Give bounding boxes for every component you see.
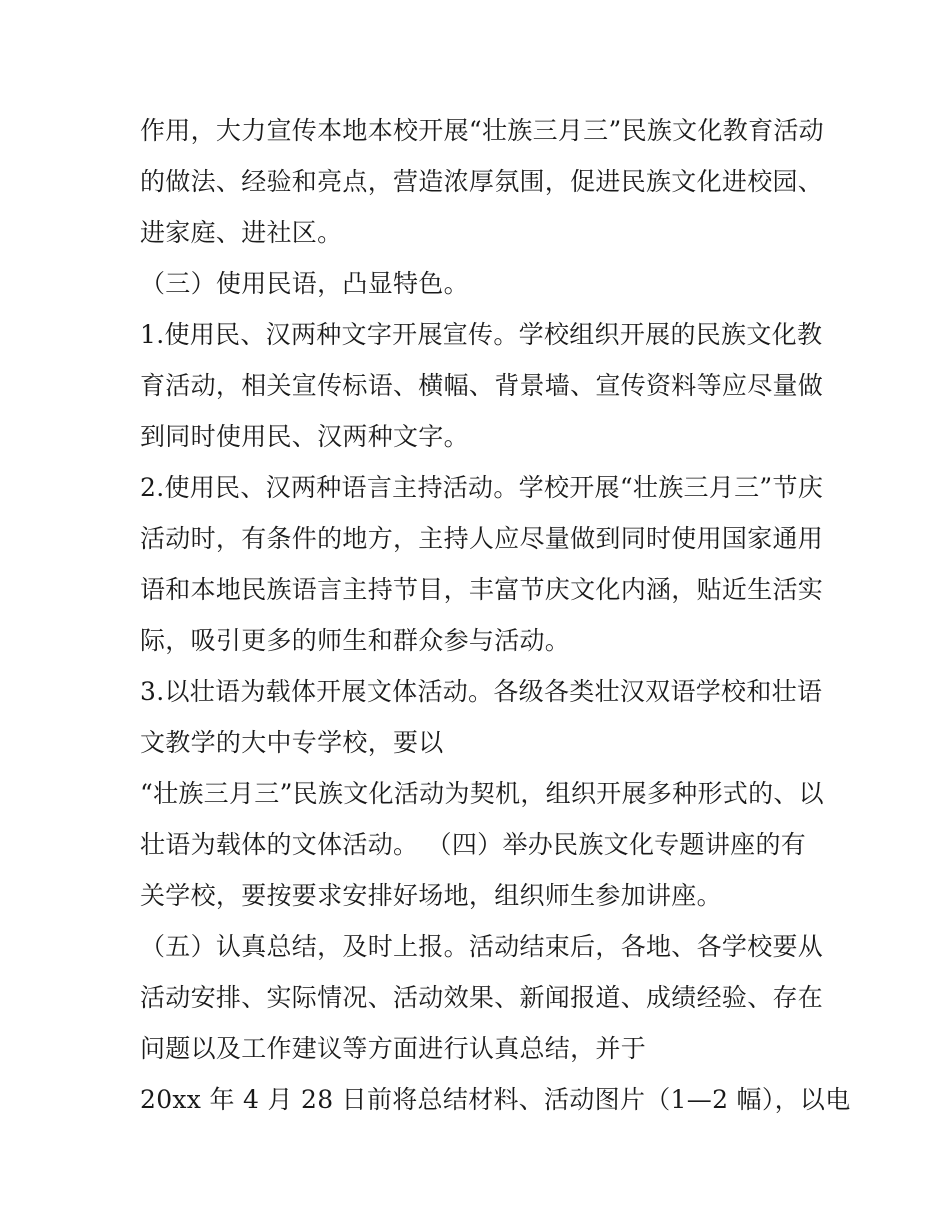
text-line: 的做法、经验和亮点，营造浓厚氛围，促进民族文化进校园、 xyxy=(140,167,824,196)
text-line: 20xx 年 4 月 28 日前将总结材料、活动图片（1—2 幅），以电 xyxy=(140,1085,851,1114)
text-line: 活动时，有条件的地方，主持人应尽量做到同时使用国家通用 xyxy=(140,524,824,553)
text-line: 文教学的大中专学校，要以 xyxy=(140,728,444,757)
text-line: 问题以及工作建议等方面进行认真总结，并于 xyxy=(140,1034,647,1063)
text-line: 1.使用民、汉两种文字开展宣传。学校组织开展的民族文化教 xyxy=(140,320,823,349)
text-line: 作用，大力宣传本地本校开展“壮族三月三”民族文化教育活动 xyxy=(140,116,824,145)
text-line: 进家庭、进社区。 xyxy=(140,218,343,247)
text-line: 到同时使用民、汉两种文字。 xyxy=(140,422,469,451)
text-line: 关学校，要按要求安排好场地，组织师生参加讲座。 xyxy=(140,881,722,910)
text-line: 语和本地民族语言主持节目，丰富节庆文化内涵，贴近生活实 xyxy=(140,575,824,604)
text-line: 育活动，相关宣传标语、横幅、背景墙、宣传资料等应尽量做 xyxy=(140,371,824,400)
section-heading: （五）认真总结，及时上报。活动结束后，各地、各学校要从 xyxy=(140,932,824,961)
text-line: 2.使用民、汉两种语言主持活动。学校开展“壮族三月三”节庆 xyxy=(140,473,824,502)
text-line: “壮族三月三”民族文化活动为契机，组织开展多种形式的、以 xyxy=(140,779,824,808)
section-heading: （三）使用民语，凸显特色。 xyxy=(140,269,469,298)
text-line: 壮语为载体的文体活动。 （四）举办民族文化专题讲座的有 xyxy=(140,830,807,859)
text-line: 际，吸引更多的师生和群众参与活动。 xyxy=(140,626,571,655)
text-line: 3.以壮语为载体开展文体活动。各级各类壮汉双语学校和壮语 xyxy=(140,677,823,706)
text-line: 活动安排、实际情况、活动效果、新闻报道、成绩经验、存在 xyxy=(140,983,824,1012)
